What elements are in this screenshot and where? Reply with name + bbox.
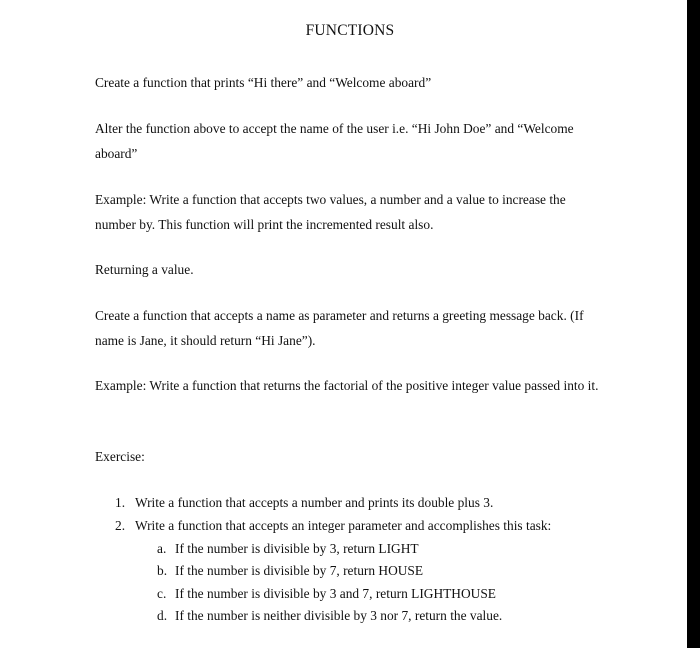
- document-title: FUNCTIONS: [305, 22, 395, 39]
- paragraph-print-greeting: Create a function that prints “Hi there” and “Welcome aboard”: [95, 75, 432, 90]
- sub-list-item: [157, 559, 615, 581]
- sub-list-item-text: If the number is divisible by 3 and 7, return LIGHTHOUSE: [175, 585, 496, 601]
- paragraph-alter-function: Alter the function above to accept the name of the user i.e. “Hi John Doe” and “Welcome aboard”: [95, 121, 574, 161]
- sub-list-item-text: If the number is neither divisible by 3 nor 7, return the value.: [175, 607, 503, 623]
- paragraph-exercise-heading: Exercise:: [95, 449, 145, 464]
- sub-list-item: [157, 582, 615, 604]
- sub-list-marker: b.: [157, 563, 168, 579]
- list-item-text: Write a function that accepts a number and prints its double plus 3.: [135, 495, 494, 510]
- page-edge-background: [687, 0, 700, 648]
- list-item: [95, 514, 615, 537]
- sub-list-item: [157, 604, 615, 626]
- paragraph-example-increment: Example: Write a function that accepts two values, a number and a value to increase the number by. This function will print the incremented result also.: [95, 192, 566, 232]
- sub-list-marker: c.: [157, 585, 167, 601]
- sub-list-item-text: If the number is divisible by 3, return LIGHT: [175, 541, 419, 556]
- list-marker: 2.: [115, 518, 126, 533]
- sub-list-item-text: If the number is divisible by 7, return HOUSE: [175, 563, 424, 579]
- paragraph-returning-value: Returning a value.: [95, 262, 194, 277]
- paragraph-example-factorial: Example: Write a function that returns the factorial of the positive integer value passed into it.: [95, 378, 599, 393]
- sub-list-marker: a.: [157, 541, 167, 556]
- list-marker: 1.: [115, 495, 126, 510]
- sub-list-item: [157, 537, 615, 559]
- sub-list: [157, 537, 615, 626]
- sub-list-marker: d.: [157, 607, 168, 623]
- list-item: [95, 491, 615, 514]
- paragraph-greeting-return: Create a function that accepts a name as parameter and returns a greeting message back. (If name is Jane, it should return “Hi Jane”).: [95, 308, 584, 348]
- exercise-list: [95, 491, 615, 626]
- list-item-text: Write a function that accepts an integer parameter and accomplishes this task:: [135, 518, 552, 533]
